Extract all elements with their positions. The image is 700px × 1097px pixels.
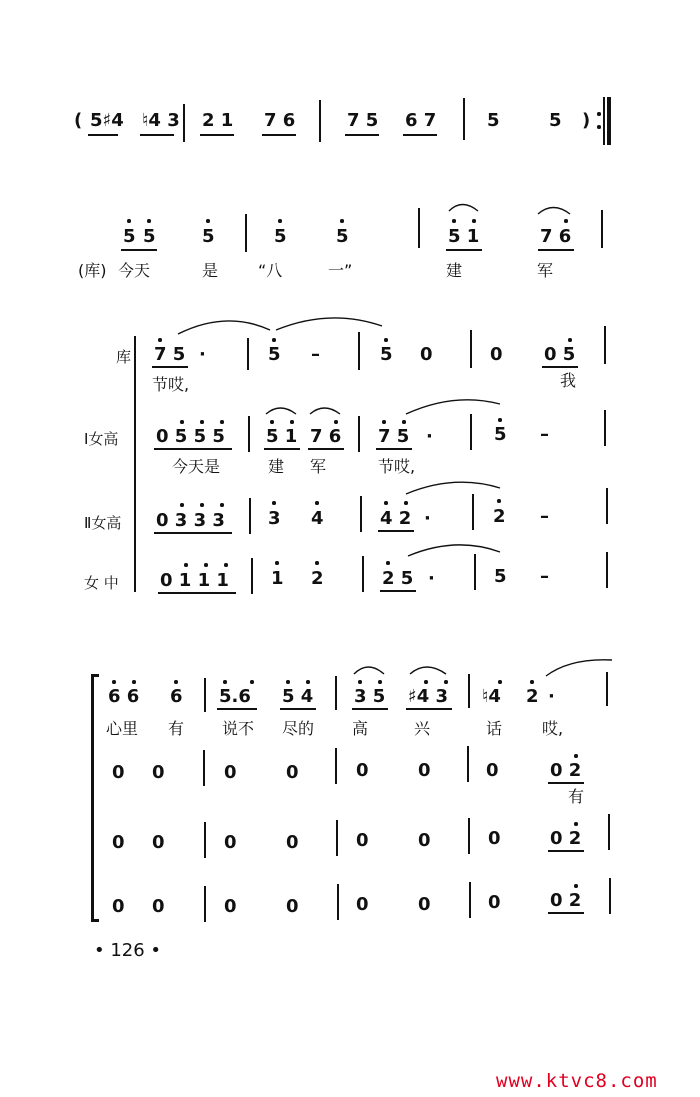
prelude-note: 6 7 xyxy=(405,110,437,131)
note: 0 3 3 3 xyxy=(156,510,225,531)
dash: – xyxy=(540,424,549,445)
note: 0 5 xyxy=(544,344,576,365)
tie xyxy=(546,660,612,676)
lyric: 有 xyxy=(568,787,585,806)
note: 2 xyxy=(526,686,539,707)
lyric: 一” xyxy=(328,261,353,280)
lyric: 话 xyxy=(486,719,503,738)
note: 7 5 xyxy=(378,426,410,447)
lyric: 哎, xyxy=(542,719,564,738)
note: 5 4 xyxy=(282,686,314,707)
lyric: 是 xyxy=(202,261,219,280)
slur xyxy=(266,408,296,414)
rest: 0 xyxy=(112,832,125,853)
lyric: 尽的 xyxy=(282,719,315,738)
lyric: 心里 xyxy=(106,719,139,738)
prelude-open-paren: ( xyxy=(74,110,83,131)
note: 0 2 xyxy=(550,760,582,781)
rest: 0 xyxy=(488,892,501,913)
lyric: “八 xyxy=(258,261,283,280)
note: 1 xyxy=(271,568,284,589)
lyric: 军 xyxy=(537,261,554,280)
lyric: 今天是 xyxy=(172,457,221,476)
page-number: • 126 • xyxy=(94,940,162,961)
prelude-note: 7 5 xyxy=(347,110,379,131)
tie xyxy=(276,318,382,330)
note: 5 1 xyxy=(266,426,298,447)
note: 7 6 xyxy=(310,426,342,447)
note: 4 2 xyxy=(380,508,412,529)
note: 2 5 xyxy=(382,568,414,589)
rest: 0 xyxy=(486,760,499,781)
note: 5 xyxy=(494,566,507,587)
part-label-soprano-2: Ⅱ女高 xyxy=(84,514,122,532)
dot-symbol: · xyxy=(428,568,435,589)
note: 5 xyxy=(202,226,215,247)
dash: – xyxy=(540,566,549,587)
lyric: 我 xyxy=(560,371,577,390)
note: 0 2 xyxy=(550,828,582,849)
rest: 0 xyxy=(152,762,165,783)
rest: 0 xyxy=(224,762,237,783)
note: 6 6 xyxy=(108,686,140,707)
dash: – xyxy=(311,344,320,365)
rest: 0 xyxy=(356,830,369,851)
lyric: (库) xyxy=(78,261,107,280)
rest: 0 xyxy=(488,828,501,849)
rest: 0 xyxy=(418,830,431,851)
note: 2 xyxy=(311,568,324,589)
note: 4 xyxy=(311,508,324,529)
rest: 0 xyxy=(418,760,431,781)
part-label-ku: 库 xyxy=(116,348,132,366)
note: ♮4 xyxy=(482,686,501,707)
rest: 0 xyxy=(152,896,165,917)
rest: 0 xyxy=(490,344,503,365)
slur xyxy=(410,667,446,674)
watermark: www.ktvc8.com xyxy=(496,1070,658,1092)
note: 6 xyxy=(170,686,183,707)
part-label-alto: 女 中 xyxy=(84,574,119,592)
slur xyxy=(354,667,384,674)
note: 0 1 1 1 xyxy=(160,570,229,591)
lyric: 军 xyxy=(310,457,327,476)
slur xyxy=(449,205,478,212)
note: 3 5 xyxy=(354,686,386,707)
part-label-soprano-1: Ⅰ女高 xyxy=(84,430,119,448)
dot-symbol: · xyxy=(424,508,431,529)
rest: 0 xyxy=(286,896,299,917)
rest: 0 xyxy=(152,832,165,853)
rest: 0 xyxy=(356,894,369,915)
lyric: 有 xyxy=(168,719,185,738)
rest: 0 xyxy=(112,896,125,917)
rest: 0 xyxy=(418,894,431,915)
rest: 0 xyxy=(420,344,433,365)
prelude-note: 2 1 xyxy=(202,110,234,131)
note: ♯4 3 xyxy=(408,686,449,707)
rest: 0 xyxy=(286,762,299,783)
dash: – xyxy=(540,506,549,527)
prelude-close-paren: ) xyxy=(582,110,591,131)
slur xyxy=(310,408,340,414)
lyric: 建 xyxy=(446,261,463,280)
dot-symbol: · xyxy=(548,686,555,707)
lyric: 今天 xyxy=(118,261,151,280)
note: 5 xyxy=(274,226,287,247)
tie xyxy=(408,545,500,556)
prelude-note: 5 xyxy=(549,110,562,131)
note: 0 2 xyxy=(550,890,582,911)
note: 5 xyxy=(380,344,393,365)
note: 0 5 5 5 xyxy=(156,426,225,447)
note: 5 xyxy=(494,424,507,445)
tie xyxy=(406,482,500,494)
rest: 0 xyxy=(224,832,237,853)
note: 7 5 xyxy=(154,344,186,365)
tie xyxy=(406,400,500,414)
note: 7 6 xyxy=(540,226,572,247)
rest: 0 xyxy=(112,762,125,783)
prelude-note: 5 xyxy=(487,110,500,131)
lyric: 节哎, xyxy=(378,457,416,476)
rest: 0 xyxy=(356,760,369,781)
rest: 0 xyxy=(224,896,237,917)
rest: 0 xyxy=(286,832,299,853)
lyric: 建 xyxy=(268,457,285,476)
note: 5 xyxy=(123,226,136,247)
lyric: 兴 xyxy=(414,719,431,738)
lyric: 说不 xyxy=(222,719,255,738)
note: 5.6 xyxy=(219,686,251,707)
slur xyxy=(538,208,570,215)
note: 5 1 xyxy=(448,226,480,247)
tie xyxy=(178,321,270,334)
lyric: 高 xyxy=(352,719,369,738)
lyric: 节哎, xyxy=(152,375,190,394)
prelude-note: 5♯4 xyxy=(90,110,124,131)
prelude-note: ♮4 3 xyxy=(142,110,180,131)
prelude-note: 7 6 xyxy=(264,110,296,131)
note: 5 xyxy=(336,226,349,247)
note: 3 xyxy=(268,508,281,529)
note: 2 xyxy=(493,506,506,527)
dot-symbol: · xyxy=(199,344,206,365)
note: 5 xyxy=(143,226,156,247)
note: 5 xyxy=(268,344,281,365)
dot-symbol: · xyxy=(426,426,433,447)
